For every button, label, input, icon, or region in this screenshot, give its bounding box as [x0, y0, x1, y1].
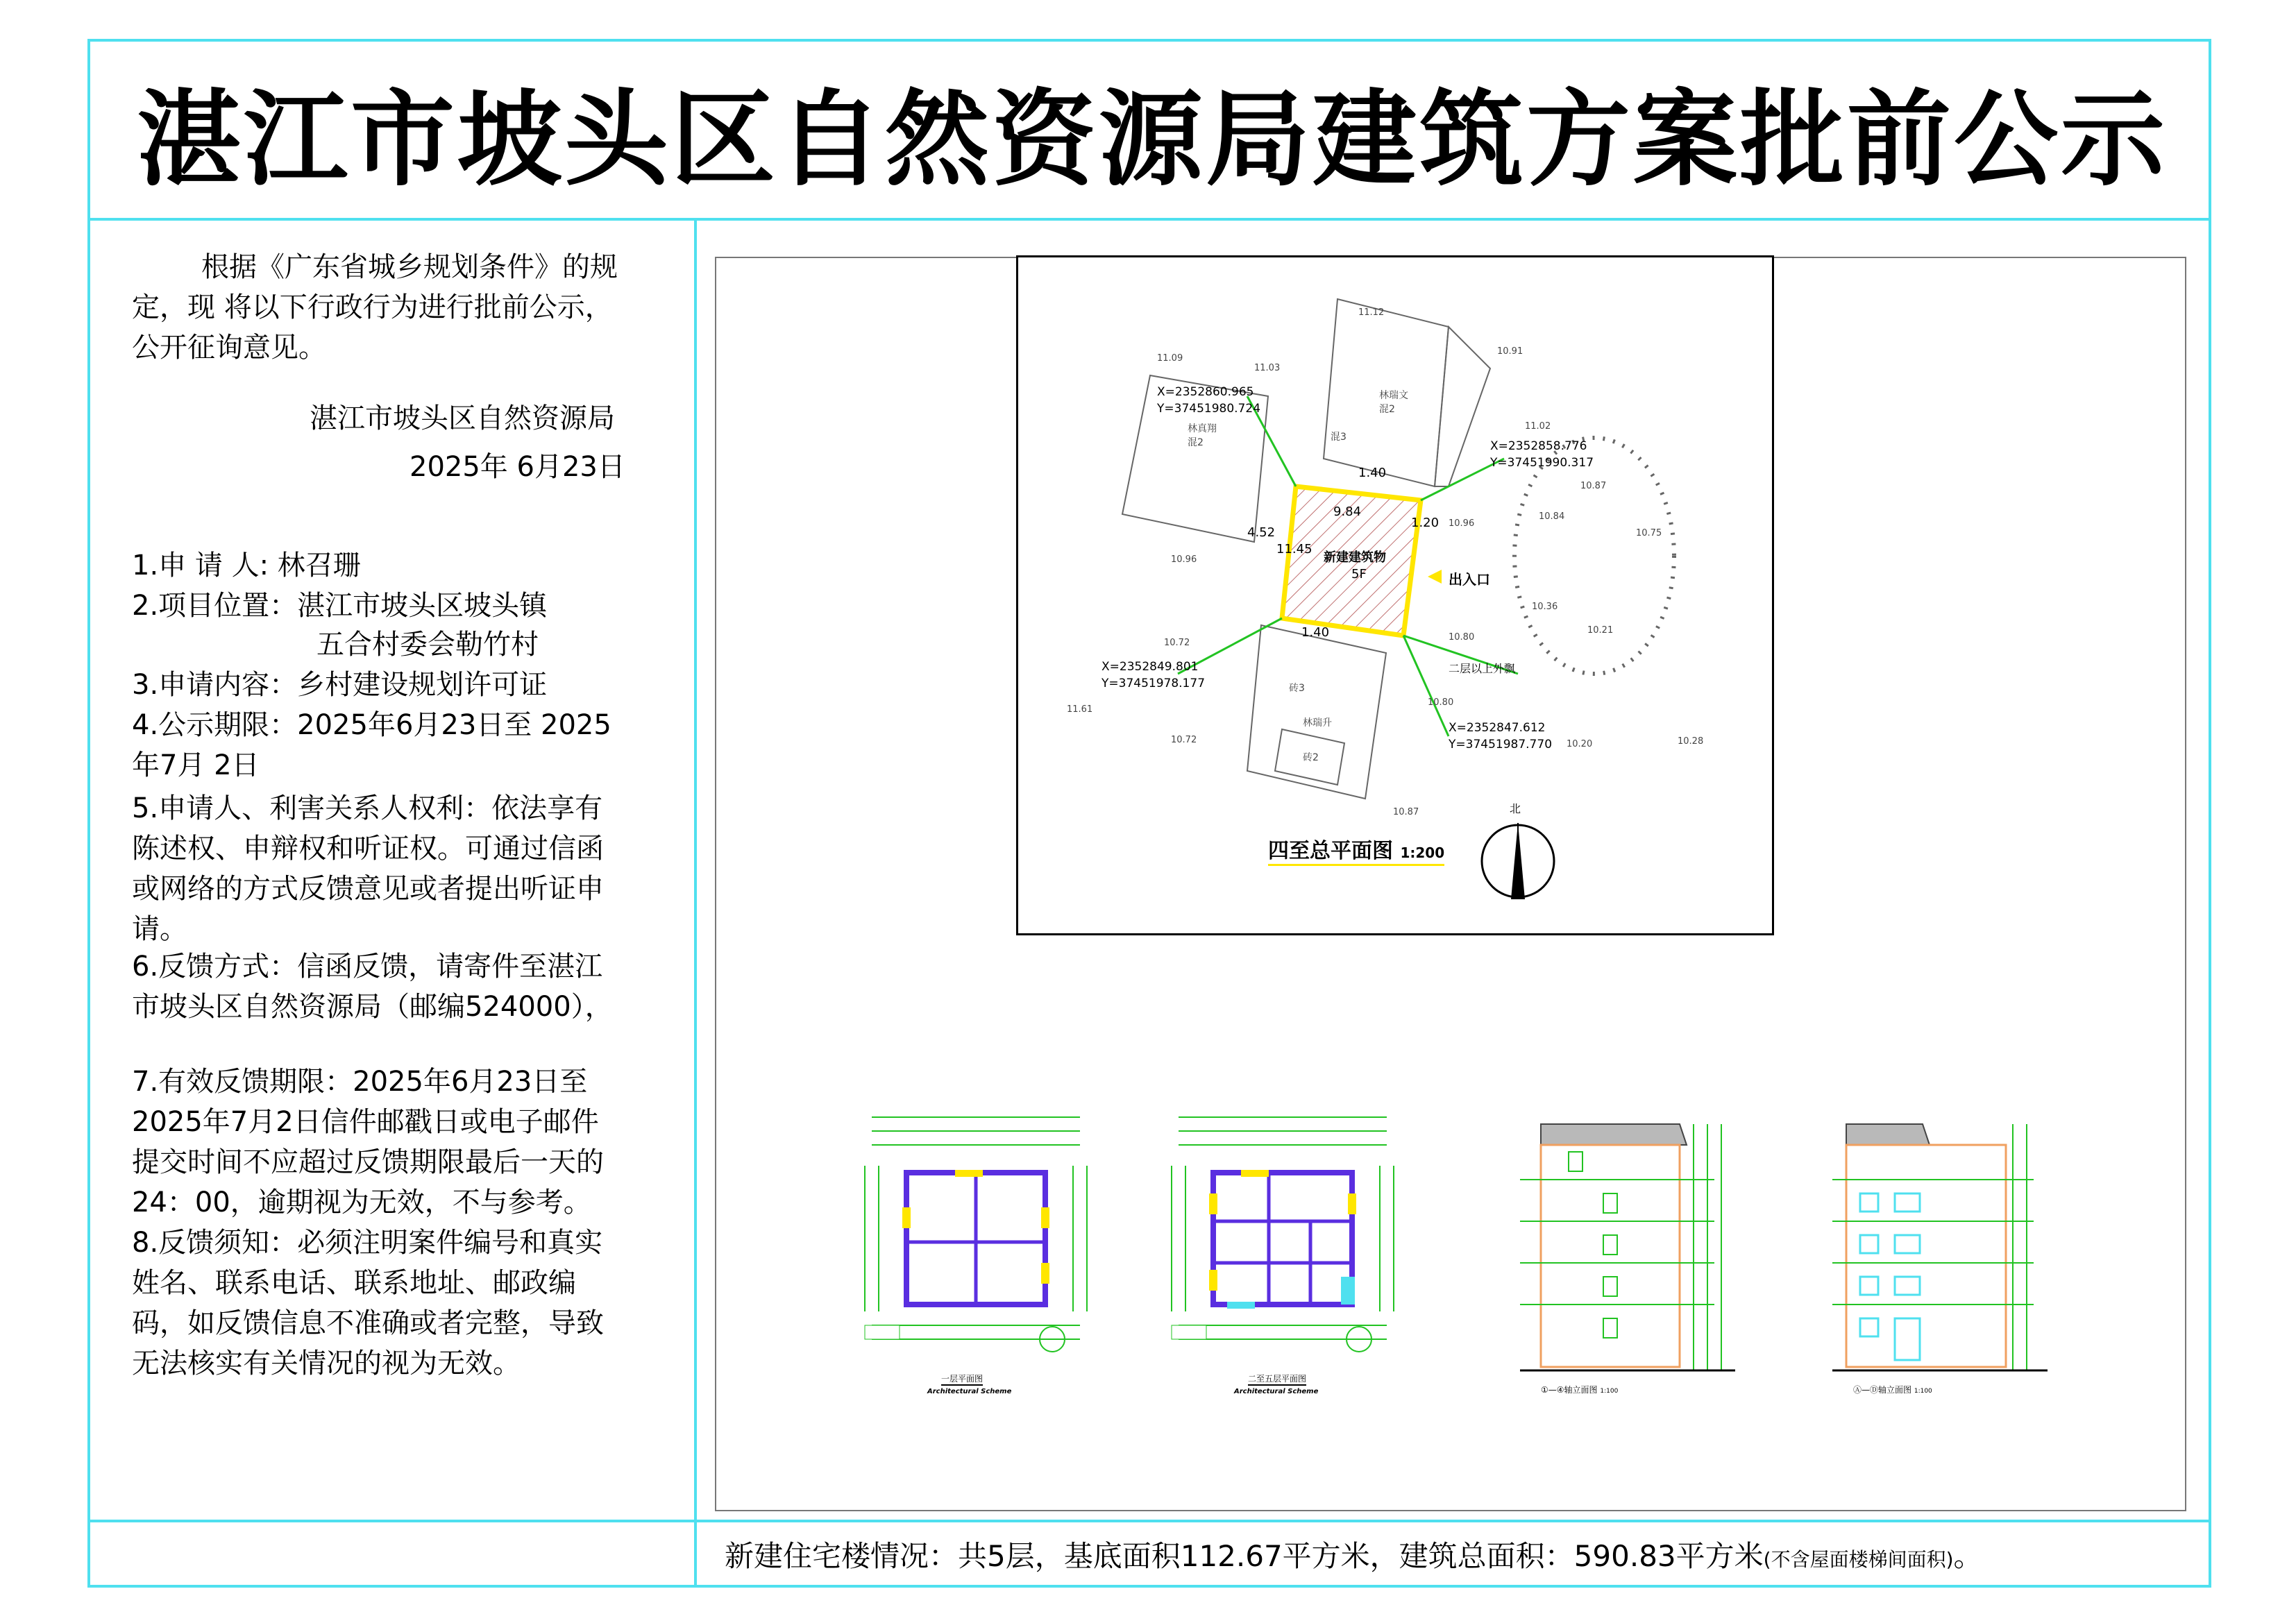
- coord-4-y: Y=37451987.770: [1449, 738, 1553, 751]
- notice-item: 或网络的方式反馈意见或者提出听证申: [132, 873, 604, 905]
- notice-item: 24：00，逾期视为无效，不与参考。: [132, 1187, 591, 1218]
- notice-item: 6.反馈方式：信函反馈，请寄件至湛江: [132, 951, 603, 983]
- floor-plan-1-sub: Architectural Scheme: [927, 1388, 1012, 1395]
- entrance-label: 出入口: [1449, 571, 1490, 588]
- north-label: 北: [1510, 802, 1521, 815]
- dim-east: 1.20: [1411, 516, 1440, 530]
- neighbor-building-s: [1247, 625, 1386, 799]
- notice-item: 无法核实有关情况的视为无效。: [132, 1348, 521, 1379]
- footer-note: (不含屋面楼梯间面积): [1763, 1548, 1954, 1571]
- elevation-mark: 10.21: [1587, 625, 1614, 636]
- elevation-mark: 10.36: [1532, 602, 1558, 612]
- elevation-1-title-text: ①—④轴立面图: [1541, 1385, 1598, 1395]
- elevation-mark: 10.80: [1449, 632, 1475, 643]
- neighbor-type-s2: 砖2: [1303, 752, 1319, 763]
- dim-south: 1.40: [1301, 625, 1330, 640]
- elevation-2-title-text: Ⓐ—Ⓓ轴立面图: [1853, 1385, 1912, 1395]
- elevation-mark: 10.84: [1539, 511, 1565, 522]
- coord-3-x: X=2352849.801: [1101, 660, 1199, 674]
- elevation-mark: 10.72: [1164, 638, 1190, 648]
- notice-item: 5.申请人、利害关系人权利：依法享有: [132, 792, 603, 824]
- notice-item: 年7月 2日: [132, 749, 260, 781]
- coord-2-y: Y=37451990.317: [1490, 456, 1594, 470]
- notice-date: 2025年 6月23日: [410, 451, 625, 483]
- floor-plan-2-title: 二至五层平面图: [1248, 1373, 1306, 1386]
- notice-item: 1.申 请 人: 林召珊: [132, 550, 361, 581]
- leader-line: [1403, 636, 1449, 736]
- elevation-mark: 11.09: [1157, 353, 1183, 364]
- neighbor-type-w: 混2: [1188, 437, 1204, 448]
- neighbor-type-n2: 混3: [1331, 432, 1347, 443]
- neighbor-type-n: 混2: [1379, 404, 1395, 415]
- notice-intro-3: 公开征询意见。: [132, 332, 326, 364]
- elevation-mark: 10.96: [1449, 518, 1475, 529]
- neighbor-annex: [1435, 327, 1490, 486]
- notice-item: 3.申请内容：乡村建设规划许可证: [132, 669, 548, 701]
- elevation-mark: 10.20: [1567, 739, 1593, 749]
- elevation-2-scale: 1:100: [1914, 1388, 1932, 1395]
- coord-3-y: Y=37451978.177: [1101, 677, 1206, 690]
- site-plan-drawing: [1018, 257, 1772, 933]
- elevation-1-drawing: [1513, 1096, 1742, 1388]
- dim-depth: 11.45: [1276, 542, 1312, 556]
- notice-item: 2.项目位置：湛江市坡头区坡头镇: [132, 590, 548, 622]
- neighbor-building-w: [1122, 375, 1268, 542]
- site-plan: [1016, 255, 1774, 935]
- column-divider: [694, 218, 697, 1588]
- notice-item: 4.公示期限：2025年6月23日至 2025: [132, 709, 611, 741]
- notice-item: 8.反馈须知：必须注明案件编号和真实: [132, 1227, 603, 1259]
- notice-authority: 湛江市坡头区自然资源局: [310, 402, 615, 434]
- footer-end: 。: [1953, 1539, 1983, 1573]
- notice-item: 2025年7月2日信件邮戳日或电子邮件: [132, 1106, 599, 1138]
- coord-1-x: X=2352860.965: [1157, 385, 1254, 399]
- elevation-mark: 10.96: [1171, 554, 1197, 565]
- elevation-mark: 11.02: [1525, 421, 1551, 432]
- elevation-mark: 11.61: [1067, 704, 1093, 715]
- elevation-2: [1825, 1096, 2054, 1402]
- pond-outline: [1514, 438, 1674, 674]
- elevation-mark: 10.80: [1428, 697, 1454, 708]
- floor-plan-2: [1158, 1103, 1408, 1402]
- floor-plan-1-drawing: [851, 1103, 1101, 1367]
- entrance-arrow: [1428, 570, 1442, 584]
- notice-item: 提交时间不应超过反馈期限最后一天的: [132, 1146, 604, 1178]
- footer-divider: [87, 1520, 2211, 1522]
- notice-item: 市坡头区自然资源局（邮编524000），: [132, 991, 613, 1023]
- title-divider: [87, 218, 2211, 221]
- footer-main: 新建住宅楼情况：共5层，基底面积112.67平方米，建筑总面积：590.83平方米: [725, 1539, 1764, 1573]
- footer-summary: [725, 1533, 1983, 1575]
- notice-item: 陈述权、申辩权和听证权。可通过信函: [132, 833, 604, 865]
- floor-plan-2-drawing: [1158, 1103, 1408, 1367]
- floor-plan-1: [851, 1103, 1101, 1402]
- dim-north: 1.40: [1358, 466, 1387, 480]
- elevation-1-title: [1541, 1384, 1618, 1395]
- page-title: 湛江市坡头区自然资源局建筑方案批前公示: [136, 80, 2168, 201]
- siteplan-caption-text: 四至总平面图: [1268, 839, 1393, 863]
- dim-west: 4.52: [1247, 525, 1276, 540]
- notice-item: 7.有效反馈期限：2025年6月23日至: [132, 1066, 588, 1098]
- notice-item: 姓名、联系电话、联系地址、邮政编: [132, 1267, 576, 1299]
- notice-item: 请。: [132, 913, 187, 945]
- elevation-mark: 10.87: [1393, 807, 1419, 817]
- elevation-1-scale: 1:100: [1600, 1388, 1619, 1395]
- elevation-mark: 10.28: [1678, 736, 1704, 747]
- floor-plan-2-sub: Architectural Scheme: [1234, 1388, 1319, 1395]
- overhang-label: 二层以上外飘: [1449, 662, 1516, 675]
- neighbor-owner-s: 林瑞升: [1303, 717, 1332, 729]
- elevation-mark: 10.87: [1580, 481, 1607, 491]
- elevation-2-title: [1853, 1384, 1932, 1395]
- notice-intro-1: 根据《广东省城乡规划条件》的规: [201, 251, 618, 283]
- floor-plan-1-title: 一层平面图: [941, 1373, 983, 1386]
- building-floors: 5F: [1351, 567, 1367, 581]
- elevation-2-drawing: [1825, 1096, 2054, 1388]
- elevation-mark: 10.75: [1636, 528, 1662, 538]
- elevation-mark: 11.03: [1254, 363, 1281, 373]
- elevation-1: [1513, 1096, 1742, 1402]
- building-label: 新建建筑物: [1324, 550, 1386, 565]
- coord-1-y: Y=37451980.724: [1157, 402, 1261, 416]
- coord-4-x: X=2352847.612: [1449, 721, 1546, 735]
- notice-intro-2: 定，现 将以下行政行为进行批前公示，: [132, 291, 613, 323]
- notice-item: 五合村委会勒竹村: [316, 629, 539, 661]
- siteplan-scale: 1:200: [1400, 844, 1445, 861]
- neighbor-owner-n: 林瑞文: [1379, 390, 1408, 401]
- neighbor-owner-w: 林真翔: [1188, 423, 1217, 434]
- neighbor-type-s: 砖3: [1289, 683, 1305, 694]
- siteplan-caption: [1268, 833, 1444, 866]
- elevation-mark: 10.72: [1171, 735, 1197, 745]
- elevation-mark: 10.91: [1497, 346, 1523, 357]
- dim-width: 9.84: [1333, 504, 1362, 519]
- elevation-mark: 11.12: [1358, 307, 1385, 318]
- notice-item: 码，如反馈信息不准确或者完整，导致: [132, 1307, 604, 1339]
- coord-2-x: X=2352858.776: [1490, 439, 1587, 453]
